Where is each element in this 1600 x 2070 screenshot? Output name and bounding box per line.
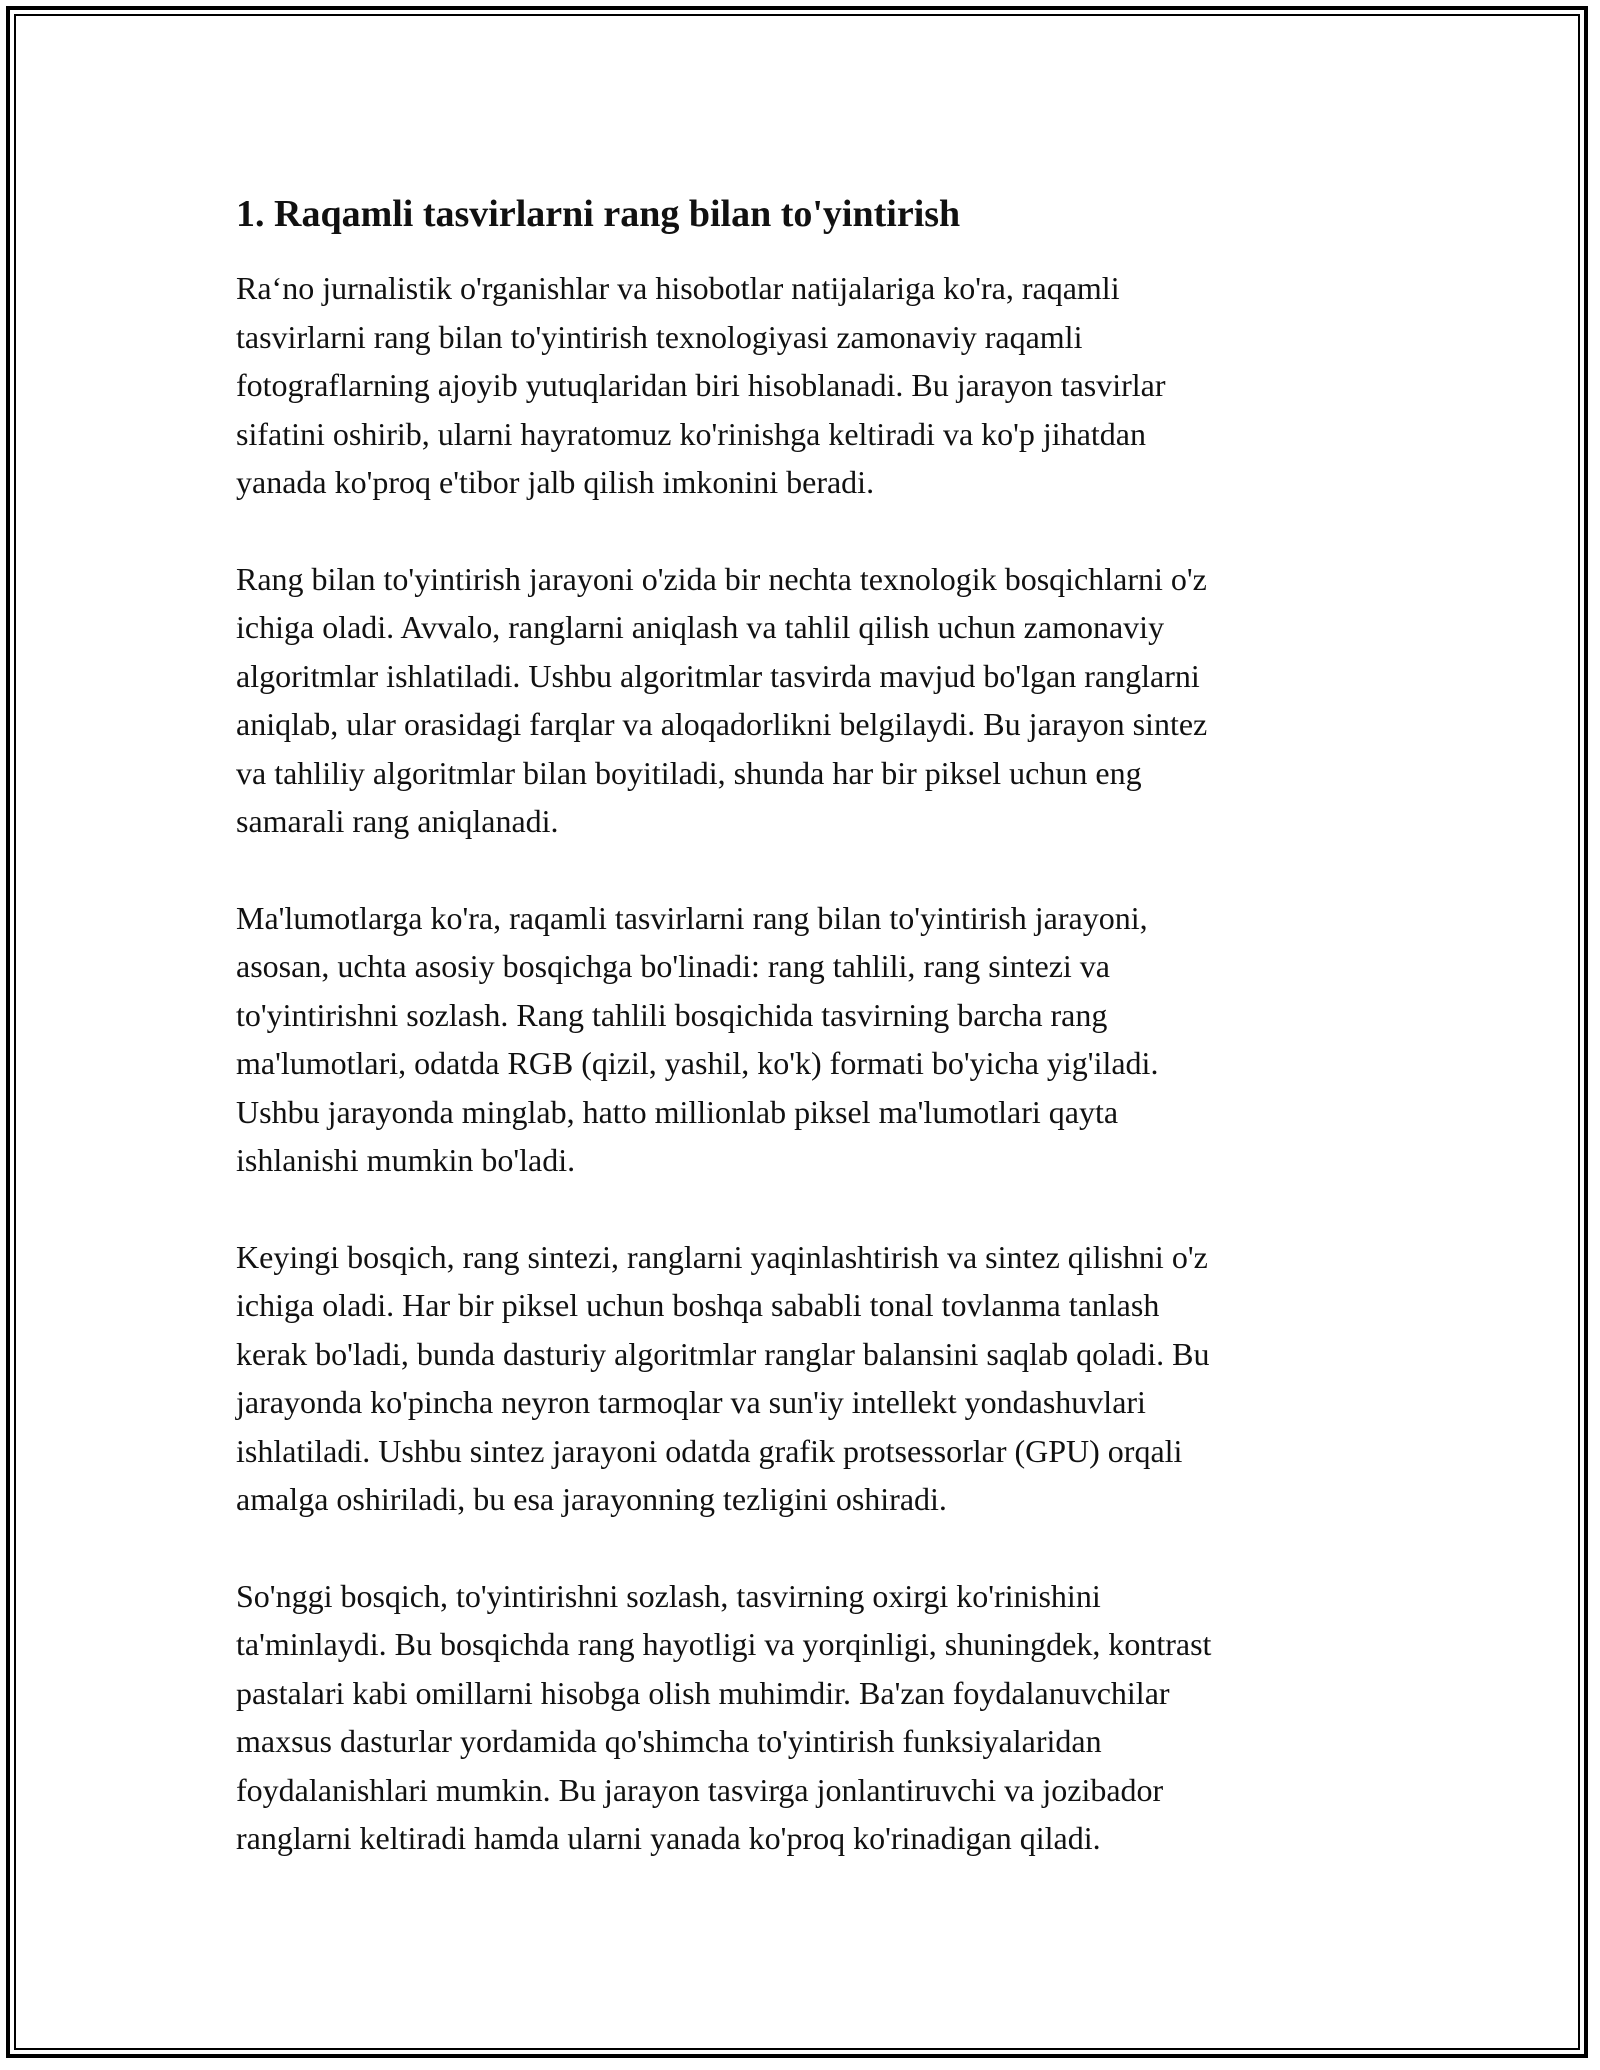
- text-line: amalga oshiriladi, bu esa jarayonning tezligini oshiradi.: [236, 1481, 947, 1517]
- text-line: fotograflarning ajoyib yutuqlaridan biri hisoblanadi. Bu jarayon tasvirlar: [236, 367, 1166, 403]
- text-line: ishlanishi mumkin bo'ladi.: [236, 1142, 576, 1178]
- text-line: Ushbu jarayonda minglab, hatto millionlab piksel ma'lumotlari qayta: [236, 1093, 1119, 1130]
- text-line: pastalari kabi omillarni hisobga olish muhimdir. Ba'zan foydalanuvchilar: [236, 1674, 1170, 1711]
- document-body: [236, 186, 1366, 1863]
- text-line: maxsus dasturlar yordamida qo'shimcha to'yintirish funksiyalaridan: [236, 1723, 1102, 1759]
- text-line: ranglarni keltiradi hamda ularni yanada ko'proq ko'rinadigan qiladi.: [236, 1820, 1101, 1856]
- text-line: ichiga oladi. Avvalo, ranglarni aniqlash va tahlil qilish uchun zamonaviy: [236, 609, 1165, 645]
- text-line: Keyingi bosqich, rang sintezi, ranglarni yaqinlashtirish va sintez qilishni o'z: [236, 1238, 1208, 1275]
- text-line: ishlatiladi. Ushbu sintez jarayoni odatda grafik protsessorlar (GPU) orqali: [236, 1432, 1183, 1469]
- text-line: va tahliliy algoritmlar bilan boyitiladi, shunda har bir piksel uchun eng: [236, 754, 1142, 791]
- text-line: algoritmlar ishlatiladi. Ushbu algoritmlar tasvirda mavjud bo'lgan ranglarni: [236, 657, 1200, 694]
- text-line: ta'minlaydi. Bu bosqichda rang hayotligi va yorqinligi, shuningdek, kontrast: [236, 1626, 1212, 1662]
- paragraph-synthesis: [236, 1233, 1366, 1524]
- text-line: asosan, uchta asosiy bosqichga bo'linadi: rang tahlili, rang sintezi va: [236, 948, 1110, 984]
- text-line: jarayonda ko'pincha neyron tarmoqlar va sun'iy intellekt yondashuvlari: [236, 1384, 1146, 1420]
- text-line: ichiga oladi. Har bir piksel uchun boshqa sababli tonal tovlanma tanlash: [236, 1287, 1160, 1323]
- text-line: Ma'lumotlarga ko'ra, raqamli tasvirlarni rang bilan to'yintirish jarayoni,: [236, 899, 1148, 936]
- text-line: aniqlab, ular orasidagi farqlar va aloqadorlikni belgilaydi. Bu jarayon sintez: [236, 706, 1208, 742]
- paragraph-stages: [236, 894, 1366, 1185]
- text-line: yanada ko'proq e'tibor jalb qilish imkonini beradi.: [236, 464, 875, 500]
- text-line: Ra‘no jurnalistik o'rganishlar va hisobotlar natijalariga ko'ra, raqamli: [236, 270, 1120, 306]
- paragraph-intro: [236, 264, 1366, 507]
- page-title: 1. Raqamli tasvirlarni rang bilan to'yintirish: [236, 193, 961, 235]
- text-line: sifatini oshirib, ularni hayratomuz ko'rinishga keltiradi va ko'p jihatdan: [236, 415, 1146, 452]
- paragraph-final-stage: [236, 1572, 1366, 1863]
- text-line: So'nggi bosqich, to'yintirishni sozlash, tasvirning oxirgi ko'rinishini: [236, 1577, 1101, 1614]
- text-line: foydalanishlari mumkin. Bu jarayon tasvirga jonlantiruvchi va jozibador: [236, 1771, 1164, 1808]
- text-line: to'yintirishni sozlash. Rang tahlili bosqichida tasvirning barcha rang: [236, 996, 1108, 1033]
- text-line: ma'lumotlari, odatda RGB (qizil, yashil, ko'k) formati bo'yicha yig'iladi.: [236, 1045, 1159, 1081]
- text-line: samarali rang aniqlanadi.: [236, 803, 559, 839]
- text-line: Rang bilan to'yintirish jarayoni o'zida bir nechta texnologik bosqichlarni o'z: [236, 560, 1207, 597]
- paragraph-process: [236, 555, 1366, 846]
- text-line: tasvirlarni rang bilan to'yintirish texnologiyasi zamonaviy raqamli: [236, 318, 1083, 355]
- text-line: kerak bo'ladi, bunda dasturiy algoritmlar ranglar balansini saqlab qoladi. Bu: [236, 1335, 1210, 1372]
